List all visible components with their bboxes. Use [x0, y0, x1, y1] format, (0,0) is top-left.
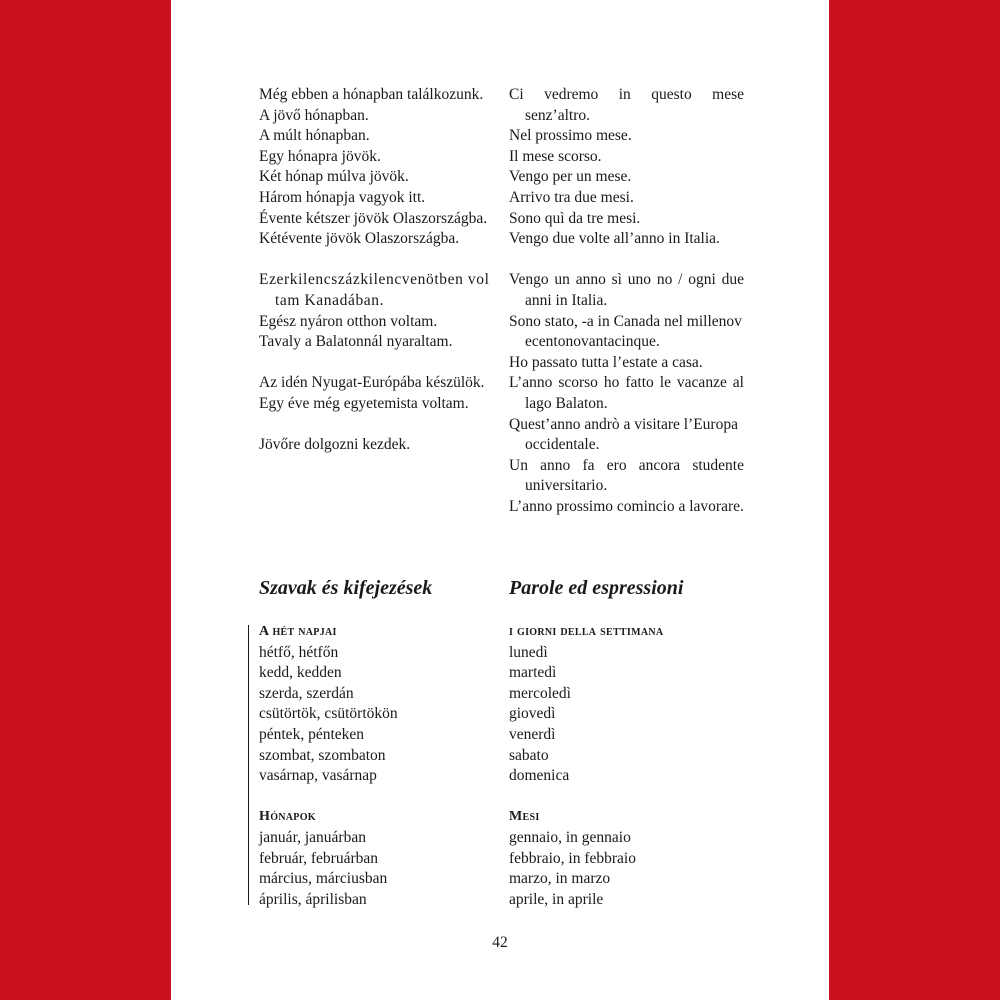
vocab-item: febbraio, in febbraio: [509, 849, 636, 867]
vocab-item: április, áprilisban: [259, 890, 367, 908]
vocab-item: giovedì: [509, 705, 556, 723]
vocab-item: lunedì: [509, 643, 548, 661]
vocab-item: sabato: [509, 746, 549, 764]
months-heading-it: Mesi: [509, 809, 540, 825]
months-heading-hu: Hónapok: [259, 809, 316, 825]
vocab-item: vasárnap, vasárnap: [259, 767, 377, 785]
vocab-list-it: [509, 622, 663, 910]
vocab-list-hu: [259, 622, 398, 910]
vocab-item: március, márciusban: [259, 870, 388, 888]
page-number: 42: [492, 934, 508, 951]
vocab-item: martedì: [509, 664, 557, 682]
vocab-item: szerda, szerdán: [259, 684, 354, 702]
phrase-hu: Kétévente jövök Olaszországba.: [259, 230, 460, 248]
phrase-hu: A jövő hónapban.: [259, 106, 369, 124]
vocab-item: csütörtök, csütörtökön: [259, 705, 398, 723]
phrase-it: Nel prossimo mese.: [509, 127, 632, 145]
margin-rule: [248, 625, 249, 905]
italian-phrases-column: [509, 85, 744, 517]
phrase-it: Il mese scorso.: [509, 147, 602, 165]
days-heading-it: i giorni della settimana: [509, 624, 664, 639]
phrase-hu: Tavaly a Balatonnál nyaraltam.: [259, 333, 453, 351]
vocab-item: marzo, in marzo: [509, 870, 611, 888]
hungarian-phrases-column: [259, 85, 494, 456]
vocab-title-it: Parole ed espressioni: [509, 577, 684, 599]
vocab-item: domenica: [509, 767, 570, 785]
phrase-hu: Jövőre dolgozni kezdek.: [259, 436, 411, 454]
phrase-it: Vengo un anno sì uno no / ogni due anni in Italia.: [509, 271, 744, 309]
phrase-it: Sono stato, -a in Canada nel millenovecentonovantacinque.: [509, 312, 742, 351]
phrase-hu: Három hónapja vagyok itt.: [259, 188, 426, 206]
days-heading-hu: A hét napjai: [259, 624, 337, 639]
phrase-hu: Egy éve még egyetemista voltam.: [259, 394, 469, 412]
phrase-it: L’anno prossimo comincio a lavorare.: [509, 497, 744, 515]
vocab-item: kedd, kedden: [259, 664, 342, 682]
vocab-item: péntek, pénteken: [259, 725, 365, 743]
phrase-hu: Két hónap múlva jövök.: [259, 168, 409, 186]
phrase-it: L’anno scorso ho fatto le vacanze al lago Balaton.: [509, 374, 744, 412]
vocab-item: szombat, szombaton: [259, 746, 386, 764]
vocab-item: mercoledì: [509, 684, 571, 702]
vocab-item: hétfő, hétfőn: [259, 643, 339, 661]
phrase-it: Ci vedremo in questo mese senz’altro.: [509, 86, 744, 124]
phrase-hu: Egész nyáron otthon voltam.: [259, 312, 438, 330]
phrase-hu: Még ebben a hónapban találkozunk.: [259, 86, 484, 103]
phrase-it: Un anno fa ero ancora studente universitario.: [509, 456, 744, 495]
phrase-hu: Évente kétszer jövök Olaszországba.: [259, 209, 488, 227]
phrase-it: Vengo due volte all’anno in Italia.: [509, 230, 720, 248]
vocab-item: február, februárban: [259, 849, 378, 867]
vocab-item: gennaio, in gennaio: [509, 828, 631, 846]
vocab-title-hu: Szavak és kifejezések: [259, 577, 433, 599]
phrase-it: Vengo per un mese.: [509, 168, 632, 186]
vocab-item: január, januárban: [259, 828, 366, 846]
phrase-it: Sono quì da tre mesi.: [509, 209, 641, 227]
phrase-hu: A múlt hónapban.: [259, 127, 370, 145]
phrase-hu: Ezerkilencszázkilencvenötben voltam Kanadában.: [259, 271, 490, 309]
phrase-it: Arrivo tra due mesi.: [509, 188, 634, 206]
phrase-it: Quest’anno andrò a visitare l’Europa occidentale.: [509, 415, 738, 454]
phrase-hu: Az idén Nyugat-Európába készülök.: [259, 374, 485, 392]
vocab-item: venerdì: [509, 725, 556, 743]
phrase-it: Ho passato tutta l’estate a casa.: [509, 353, 703, 371]
vocab-item: aprile, in aprile: [509, 890, 604, 908]
phrase-hu: Egy hónapra jövök.: [259, 147, 381, 165]
